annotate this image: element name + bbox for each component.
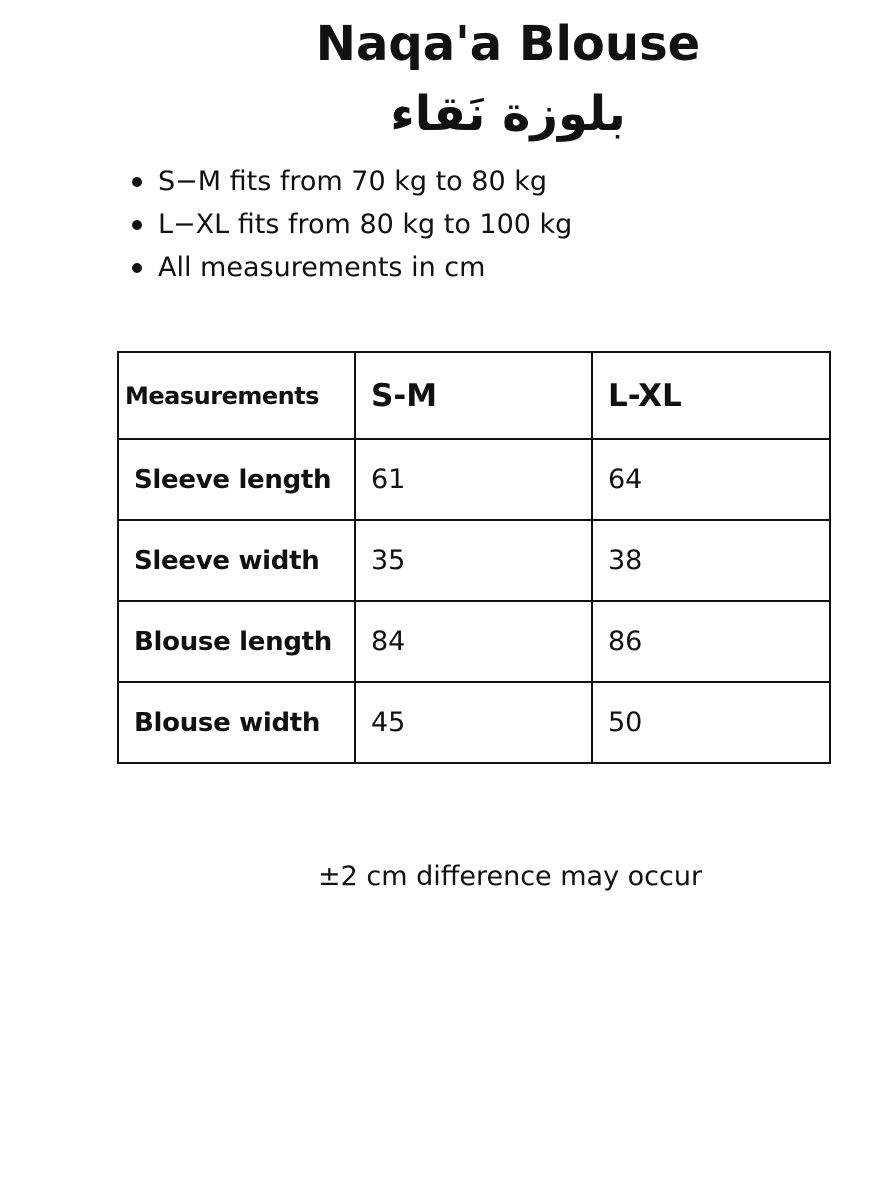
note-item xyxy=(128,203,572,246)
note-text: S−M fits from 70 kg to 80 kg xyxy=(158,166,547,197)
tolerance-note: ±2 cm difference may occur xyxy=(318,861,703,892)
table-row xyxy=(118,682,830,763)
cell-sm: 45 xyxy=(355,682,592,763)
row-label: Blouse length xyxy=(118,601,355,682)
note-item xyxy=(128,160,572,203)
row-label: Sleeve length xyxy=(118,439,355,520)
table-row xyxy=(118,601,830,682)
cell-sm: 61 xyxy=(355,439,592,520)
bullet-icon xyxy=(132,263,142,273)
size-chart-table xyxy=(117,351,831,764)
note-text: All measurements in cm xyxy=(158,252,486,283)
cell-lxl: 86 xyxy=(592,601,830,682)
cell-sm: 84 xyxy=(355,601,592,682)
note-item xyxy=(128,246,572,289)
cell-lxl: 50 xyxy=(592,682,830,763)
bullet-icon xyxy=(132,177,142,187)
row-label: Blouse width xyxy=(118,682,355,763)
table-row xyxy=(118,439,830,520)
size-notes-list xyxy=(128,160,572,289)
cell-lxl: 64 xyxy=(592,439,830,520)
cell-sm: 35 xyxy=(355,520,592,601)
product-title: Naqa'a Blouse xyxy=(315,16,701,72)
bullet-icon xyxy=(132,220,142,230)
header-size-lxl: L-XL xyxy=(592,352,830,439)
cell-lxl: 38 xyxy=(592,520,830,601)
note-text: L−XL fits from 80 kg to 100 kg xyxy=(158,209,573,240)
row-label: Sleeve width xyxy=(118,520,355,601)
table-row xyxy=(118,520,830,601)
table-header-row xyxy=(118,352,830,439)
product-title-arabic: بلوزة نَقاء xyxy=(390,86,626,142)
header-size-sm: S-M xyxy=(355,352,592,439)
header-measurements: Measurements xyxy=(118,352,355,439)
